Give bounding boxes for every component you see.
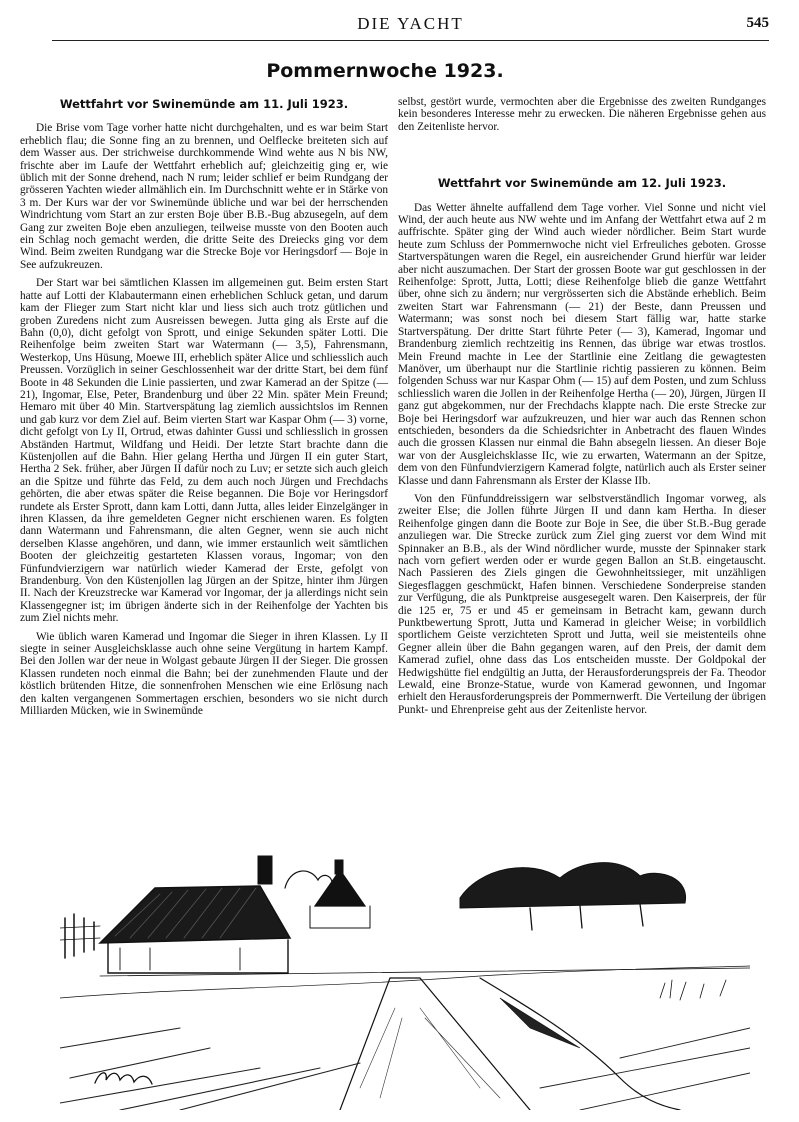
paragraph-continuation: selbst, gestört wurde, vermochten aber die Ergebnisse des zweiten Rundganges kein besonderes Interesse mehr zu erwecken. Die näheren Ergebnisse gehen aus den Zeitenliste hervor. [398,96,766,133]
paragraph: Wie üblich waren Kamerad und Ingomar die Sieger in ihren Klassen. Ly II siegte in seiner Ausgleichsklasse auch ohne seine Vergütung in hartem Kampf. Bei den Jollen war der neue in Wolgast gebaute Jürgen II der Sieger. Die grossen Klassen rundeten noch einmal die Bahn; bei der zunehmenden Flaute und der köstlich brütenden Hitze, die sonnenfrohen Menschen wie eine Erlösung nach den kalten vergangenen Sommertagen erschien, besonders wo sie nicht durch Milliarden Mücken, wie in Swinemünde [20,630,388,718]
section-heading-july-11: Wettfahrt vor Swinemünde am 11. Juli 1923. [59,97,349,111]
page-number: 545 [746,15,769,31]
paragraph: Von den Fünfunddreissigern war selbstverständlich Ingomar vorweg, als zweiter Else; die Jollen führte Jürgen II und dann kam Hertha. In dieser Reihenfolge gingen dann die Boote zur Boje in See, die über St.B.-Bug gerade anzuliegen war. Die Strecke zurück zum Ziel ging zuerst vor dem Wind mit Spinnaker an B.B., als der Wind nördlicher wurde, musste der Spinnaker stark nach vorn gefiert werden oder er wurde gegen Ballon an St.B. eingetauscht. Nach Passieren des Ziels gingen die Gewohnheitssieger, mit unzähligen Siegesflaggen geschmückt, Hafen binnen. Verschiedene Sonderpreise standen zur Verfügung, die als Punktpreise ausgesegelt waren. Den Kaiserpreis, der für die 125 er, 75 er und 45 er gemeinsam in Betracht kam, gewann durch Punktbewertung Sprott, Jutta und Kamerad in gleicher Weise; in vorbildlich sportlichem Geiste verzichteten Sprott und Jutta, weil sie meistenteils ohne Gegner allein über die Bahn gegangen waren, auf den Preis, der damit dem Kamerad zufiel, ohne dass das Los entscheiden musste. Der Goldpokal der Hedwigshütte fiel endgültig an Jutta, der Herausforderungspreis der Fa. Theodor Lewald, eine Bronze-Statue, wurde von Kamerad gewonnen, und Ingomar erhielt den Herausforderungspreis der Pommernwerft. Die Verteilung der übrigen Punkt- und Ehrenpreise geht aus der Zeitenliste hervor. [398,492,766,716]
running-header [52,12,769,41]
paragraph: Der Start war bei sämtlichen Klassen im allgemeinen gut. Beim ersten Start hatte auf Lotti der Klabautermann einen erheblichen Schluck getan, und darum kam der Flieger zum Start nicht klar und liess sich auch trotz gütlichen und groben Zuredens nicht zum Ausreissen bewegen. Jutta ging als Erste auf die Bahn (0,0), dicht gefolgt von Sprott, und einige Sekunden später Lotti. Die Reihenfolge beim zweiten Start war Watermann (— 3,5), Fahrensmann, Westerkop, Uns Hüsung, Moewe III, erheblich später Alice und schliesslich auch Preussen. Vorzüglich in seiner Geschlossenheit war der dritte Start, bei dem fünf Boote in 48 Sekunden die Linie passierten, und zwar Kamerad an der Spitze (— 21), Ingomar, Else, Peter, Brandenburg und über 22 Min. später Mein Freund; Hemaro mit über 40 Min. Startverspätung lag ziemlich aussichtslos im Rennen und gab kurz vor dem Ziel auf. Beim vierten Start war Kaspar Ohm (— 3) vorne, dicht gefolgt von Ly II, Ortrud, etwas dahinter Gussi und schliesslich in grossen Abständen Hartmut, Wildfang und Heidi. Der letzte Start brachte dann die Küstenjollen auf die Bahn. Hier gelang Hertha und Jürgen II ein guter Start, Hertha 2 Sek. früher, aber Jürgen II dafür noch zu Luv; er setzte sich auch gleich an die Spitze und führte das Feld, zu dem auch noch Jürgen und Frechdachs gehörten, die aber etwas später die Reise begannen. Die Boje vor Heringsdorf rundete als Erster Sprott, dann kam Lotti, dann Jutta, alles leider Einzelgänger in ihren Klassen, da ihre gemeldeten Gegner nicht erschienen waren. Es folgten dann Watermann und Fahrensmann, die alten Gegner, wenn sie auch nicht derselben Klasse angehören, und dann, wie immer erstaunlich weit sämtlichen Booten der gleichzeitig gestarteten Klassen voraus, Ingomar; von den Fünfundvierzigern war natürlich wieder Kamerad der Erste, gefolgt von Brandenburg. Von den Küstenjollen lag Jürgen an der Spitze, hinter ihm Jürgen II. Nach der Kreuzstrecke war Kamerad vor Ingomar, der ja allerdings nicht sein Klassengegner ist; im übrigen änderte sich in der Reihenfolge der Yachten bis zum Ziel nichts mehr. [20,277,388,625]
article-title: Pommernwoche 1923. [266,60,504,82]
column-spacer [398,139,766,175]
landscape-illustration [60,848,750,1110]
farmhouse-sketch [60,848,750,1110]
left-column [20,96,388,724]
magazine-name: DIE YACHT [357,14,464,33]
section-heading-july-12: Wettfahrt vor Swinemünde am 12. Juli 1923. [437,176,727,191]
paragraph: Das Wetter ähnelte auffallend dem Tage vorher. Viel Sonne und nicht viel Wind, der auch heute aus NW wehte und im Anfang der Wettfahrt etwa auf 2 m auffrischte. Später ging der Wind auch wieder nördlicher. Beim Start wurde heute zum Schluss der Pommernwoche nicht viel Erfreuliches geboten. Grosse Startverspätungen waren die Regel, ein ausreichender Grund hierfür war leider aber nicht auszumachen. Der Start der grossen Boote war gut geschlossen in der Reihenfolge: Sprott, Jutta, Lotti; diese Reihenfolge blieb die ganze Wettfahrt über, ohne sich zu ändern; nur vergrösserten sich die Abstände erheblich. Beim zweiten Start war Fahrensmann (— 21) der Beste, dann Preussen und Watermann; was sonst noch bei diesem Start fällig war, hatte starke Startverspätung. Der dritte Start führte Peter (— 3), Kamerad, Ingomar und Brandenburg ziemlich rechtzeitig ins Rennen, das übrige war etwas trostlos. Mein Freund machte in Lee der Startlinie eine Zeitlang die gewagtesten Manöver, um überhaupt nur die Startlinie richtig passieren zu können. Beim folgenden Schuss war nur Kaspar Ohm (— 15) auf dem Posten, und zum Schluss schliesslich waren die Jollen in der Reihenfolge Hertha (— 20), Jürgen, Jürgen II ganz gut abgekommen, nur der Frechdachs klappte nach. Die erste Strecke zur Boje bei Heringsdorf war aufzukreuzen, und hier war auch das Rennen schon entschieden, besonders da die Schiedsrichter in Anbetracht des flauen Windes auch die grossen Klassen nur einmal die Bahn absegeln liessen. An dieser Boje war von der Ausgleichsklasse IIc, wie zu erwarten, Watermann an der Spitze, dem von den Fünfundvierzigern Kamerad folgte, natürlich auch als Erster seiner Klasse und dann Fahrensmann als Erster der Klasse IIb. [398,201,766,487]
right-column [398,96,766,722]
paragraph: Die Brise vom Tage vorher hatte nicht durchgehalten, und es war beim Start erheblich flau; die Sonne fing an zu brennen, und Oelflecke breiteten sich auf dem Wasser aus. Der strichweise durchkommende Wind wehte aus N bis NW, frischte aber im Laufe der Wettfahrt erheblich auf; gleichzeitig ging er, wie üblich mit der Sonne drehend, nach N rum; leider schlief er beim Rundgang der grösseren Yachten wieder allmählich ein. Im Durchschnitt wehte er in Stärke von 3 m. Der Kurs war der vor Swinemünde übliche und war bei der herrschenden Windrichtung vom Start an zur ersten Boje über B.B.-Bug abzusegeln, auf dem Gang zur zweiten Boje eben anzuliegen, teilweise musste von den Booten auch ein Schlag noch gemacht werden, die dritte Seite des Dreiecks ging vor dem Wind. Beim zweiten Rundgang war die Strecke Boje vor Heringsdorf — Boje in See aufzukreuzen. [20,122,388,271]
